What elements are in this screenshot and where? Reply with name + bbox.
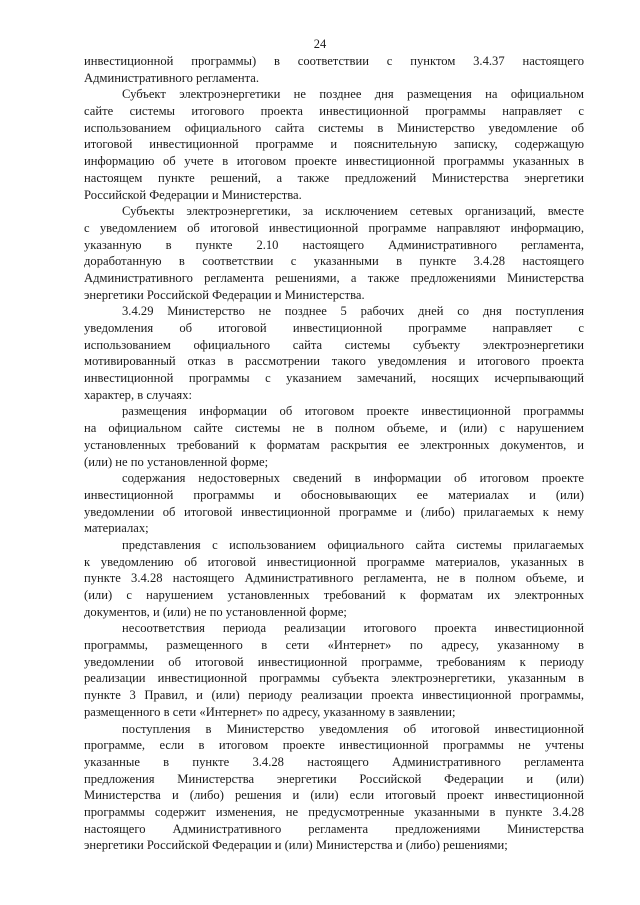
text-line: инвестиционной программы и обосновывающих ее материалах и (или) xyxy=(84,487,584,502)
text-line: настоящего Административного регламента предложениями Министерства xyxy=(84,821,584,836)
text-line: на официальном сайте системы не в полном объеме, и (или) с нарушением xyxy=(84,421,584,436)
text-line: сайте системы итогового проекта инвестиционной программы направляет с xyxy=(84,104,584,119)
text-line: к уведомлению об итоговой инвестиционной программе материалов, указанных в xyxy=(84,554,584,569)
text-line: реализации инвестиционной программы субъекта электроэнергетики, указанным в xyxy=(84,671,584,686)
paragraph xyxy=(84,86,584,203)
paragraph xyxy=(84,403,584,470)
text-line: пункте 3 Правил, и (или) периоду реализации проекта инвестиционной программы, xyxy=(84,688,584,703)
text-line: несоответствия периода реализации итогового проекта инвестиционной xyxy=(122,621,584,636)
text-line: энергетики Российской Федерации и Министерства. xyxy=(84,287,365,302)
text-line: программе, если в итоговом проекте инвестиционной программы не учтены xyxy=(84,738,584,753)
text-line: (или) не по установленной форме; xyxy=(84,454,269,469)
paragraph xyxy=(84,537,584,620)
text-line: содержания недостоверных сведений в информации об итоговом проекте xyxy=(122,471,584,486)
paragraph xyxy=(84,303,584,403)
text-line: Министерства и (либо) решения и (или) если итоговый проект инвестиционной xyxy=(84,788,584,803)
text-line: документов, и (или) не по установленной форме; xyxy=(84,604,347,619)
text-line: программы содержит изменения, не предусмотренные указанными в пункте 3.4.28 xyxy=(84,804,584,819)
paragraph xyxy=(84,203,584,303)
text-line: Субъект электроэнергетики не позднее дня размещения на официальном xyxy=(122,87,584,102)
text-line: установленных требований к форматам раскрытия ее электронных документов, и xyxy=(84,437,584,452)
text-line: использованием официального сайта системы субъекту электроэнергетики xyxy=(84,337,584,352)
text-line: поступления в Министерство уведомления об итоговой инвестиционной xyxy=(122,721,584,736)
text-line: мотивированный отказ в рассмотрении такого уведомления и итогового проекта xyxy=(84,354,584,369)
text-line: размещенного в сети «Интернет» по адресу, указанному в заявлении; xyxy=(84,704,456,719)
text-line: предложения Министерства энергетики Российской Федерации и (или) xyxy=(84,771,584,786)
text-line: представления с использованием официального сайта системы прилагаемых xyxy=(122,537,584,552)
text-line: информацию об учете в итоговом проекте инвестиционной программы указанных в xyxy=(84,154,584,169)
paragraph xyxy=(84,620,584,720)
text-line: использованием официального сайта системы в Министерство уведомление об xyxy=(84,120,584,135)
text-line: пункте 3.4.28 настоящего Административного регламента, не в полном объеме, и xyxy=(84,571,584,586)
text-line: инвестиционной программы) в соответствии с пунктом 3.4.37 настоящего xyxy=(84,54,584,68)
text-line: характер, в случаях: xyxy=(84,387,193,402)
text-line: размещения информации об итоговом проекте инвестиционной программы xyxy=(122,404,584,419)
text-line: (или) с нарушением установленных требований к форматам их электронных xyxy=(84,588,584,602)
text-line: уведомлении об итоговой инвестиционной программе, требованиям к периоду xyxy=(84,654,584,669)
text-line: настоящем пункте решений, а также предложений Министерства энергетики xyxy=(84,170,584,185)
text-line: указанные в пункте 3.4.28 настоящего Административного регламента xyxy=(84,754,584,769)
text-line: 3.4.29 Министерство не позднее 5 рабочих дней со дня поступления xyxy=(122,304,584,319)
text-line: Административного регламента. xyxy=(84,70,260,85)
text-line: доработанную в соответствии с указанными в пункте 3.4.28 настоящего xyxy=(84,254,584,269)
paragraph xyxy=(84,721,584,855)
text-line: энергетики Российской Федерации и (или) Министерства и (либо) решениями; xyxy=(84,838,508,853)
text-line: уведомлении об итоговой инвестиционной программе и (либо) прилагаемых к нему xyxy=(84,504,584,519)
text-line: итоговой инвестиционной программе и пояснительную записку, содержащую xyxy=(84,137,584,152)
text-line: Административного регламента решениями, а также предложениями Министерства xyxy=(84,270,584,285)
text-line: Субъекты электроэнергетики, за исключением сетевых организаций, вместе xyxy=(122,204,584,219)
paragraph xyxy=(84,470,584,537)
text-line: программы, размещенного в сети «Интернет» по адресу, указанному в xyxy=(84,638,584,653)
document-body xyxy=(84,53,584,854)
page-number: 24 xyxy=(313,37,327,51)
paragraph xyxy=(84,53,584,86)
text-line: материалах; xyxy=(84,521,149,536)
text-line: Российской Федерации и Министерства. xyxy=(84,187,302,202)
text-line: с уведомлением об итоговой инвестиционной программе направляют информацию, xyxy=(84,220,584,235)
text-line: указанную в пункте 2.10 настоящего Административного регламента, xyxy=(84,237,584,252)
text-line: уведомления об итоговой инвестиционной программе направляет с xyxy=(84,321,584,335)
text-line: инвестиционной программы с указанием замечаний, носящих исчерпывающий xyxy=(84,371,584,386)
